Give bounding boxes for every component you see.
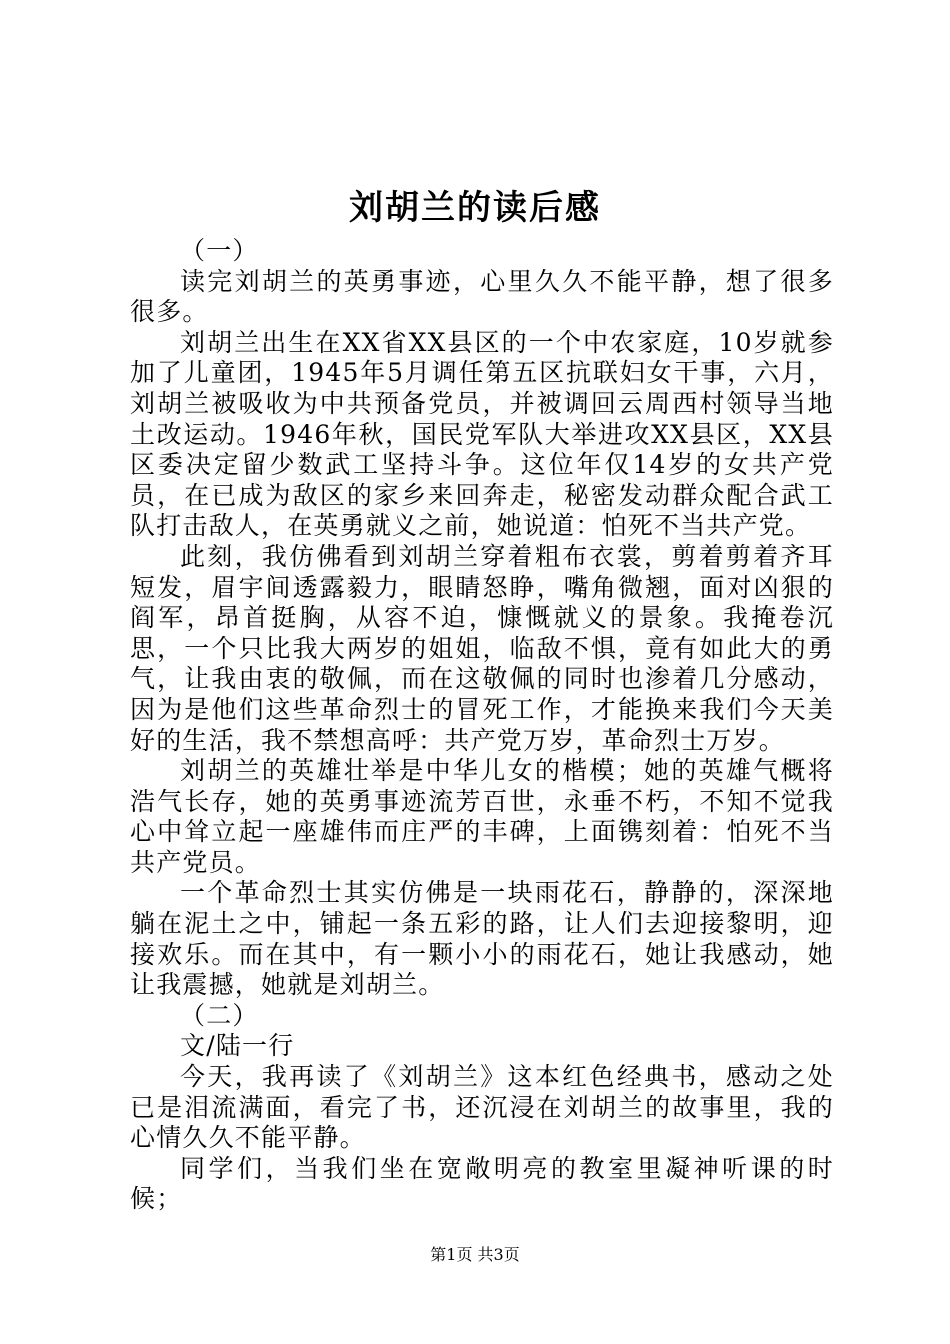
body-paragraph: 同学们，当我们坐在宽敞明亮的教室里凝神听课的时候；	[130, 1153, 834, 1214]
body-paragraph: 刘胡兰的英雄壮举是中华儿女的楷模；她的英雄气概将浩气长存，她的英勇事迹流芳百世，永垂不朽，不知不觉我心中耸立起一座雄伟而庄严的丰碑，上面镌刻着：怕死不当共产党员。	[130, 756, 834, 877]
author-line: 文/陆一行	[180, 1031, 295, 1061]
section-marker: （二）	[180, 1000, 259, 1030]
section-marker: （一）	[180, 236, 259, 265]
body-paragraph: 此刻，我仿佛看到刘胡兰穿着粗布衣裳，剪着剪着齐耳短发，眉宇间透露毅力，眼睛怒睁，嘴角微翘，面对凶狠的阎军，昂首挺胸，从容不迫，慷慨就义的景象。我掩卷沉思，一个只比我大两岁的姐姐，临敌不惧，竟有如此大的勇气，让我由衷的敬佩，而在这敬佩的同时也渗着几分感动，因为是他们这些革命烈士的冒死工作，才能换来我们今天美好的生活，我不禁想高呼：共产党万岁，革命烈士万岁。	[130, 541, 834, 755]
page-footer: 第1页 共3页	[430, 1245, 520, 1264]
body-paragraph: 读完刘胡兰的英勇事迹，心里久久不能平静，想了很多很多。	[130, 266, 834, 327]
body-paragraph: 一个革命烈士其实仿佛是一块雨花石，静静的，深深地躺在泥土之中，铺起一条五彩的路，让人们去迎接黎明，迎接欢乐。而在其中，有一颗小小的雨花石，她让我感动，她让我震撼，她就是刘胡兰。	[130, 878, 834, 1000]
document-body	[130, 236, 834, 1215]
body-paragraph: 今天，我再读了《刘胡兰》这本红色经典书，感动之处已是泪流满面，看完了书，还沉浸在刘胡兰的故事里，我的心情久久不能平静。	[130, 1062, 834, 1153]
page-title: 刘胡兰的读后感	[349, 188, 601, 228]
body-paragraph: 刘胡兰出生在XX省XX县区的一个中农家庭，10岁就参加了儿童团，1945年5月调任第五区抗联妇女干事，六月，刘胡兰被吸收为中共预备党员，并被调回云周西村领导当地土改运动。1946年秋，国民党军队大举进攻XX县区，XX县区委决定留少数武工坚持斗争。这位年仅14岁的女共产党员，在已成为敌区的家乡来回奔走，秘密发动群众配合武工队打击敌人，在英勇就义之前，她说道：怕死不当共产党。	[130, 327, 834, 541]
